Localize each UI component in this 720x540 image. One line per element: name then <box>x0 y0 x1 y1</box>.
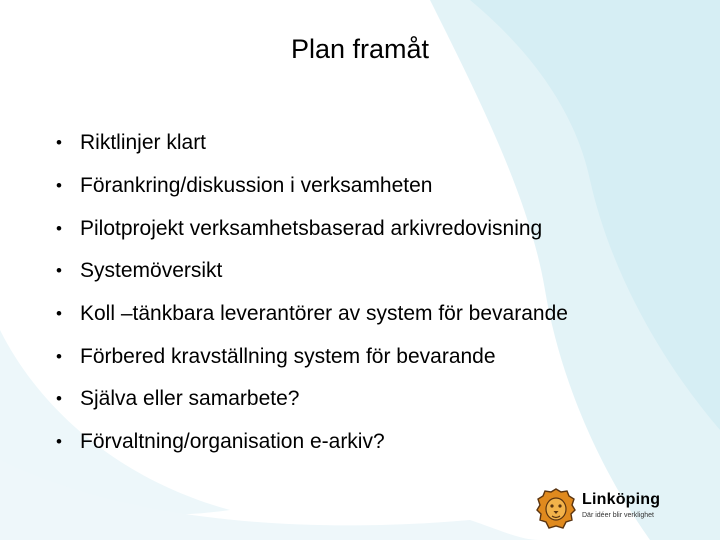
bullet-text: Förankring/diskussion i verksamheten <box>80 174 433 198</box>
bullet-item <box>56 165 568 208</box>
bullet-item <box>56 378 568 421</box>
lion-head-icon <box>536 488 576 530</box>
linkoping-logo <box>536 488 676 532</box>
bullet-text: Systemöversikt <box>80 259 223 283</box>
bullet-text: Pilotprojekt verksamhetsbaserad arkivredovisning <box>80 216 543 240</box>
bullet-marker: • <box>56 389 62 409</box>
bullet-marker: • <box>56 176 62 196</box>
bullet-text: Förvaltning/organisation e-arkiv? <box>80 430 385 454</box>
bullet-marker: • <box>56 432 62 452</box>
logo-tagline: Där idéer blir verklighet <box>582 512 654 519</box>
bullet-list <box>56 122 568 464</box>
bullet-item <box>56 207 568 250</box>
bullet-item <box>56 122 568 165</box>
logo-name: Linköping <box>582 491 661 508</box>
bullet-item <box>56 421 568 464</box>
bullet-marker: • <box>56 304 62 324</box>
bullet-marker: • <box>56 261 62 281</box>
slide-title: Plan framåt <box>290 34 430 64</box>
bullet-marker: • <box>56 133 62 153</box>
bullet-text: Själva eller samarbete? <box>80 387 300 411</box>
bullet-text: Förbered kravställning system för bevarande <box>80 344 496 368</box>
bullet-item <box>56 293 568 336</box>
bullet-item <box>56 250 568 293</box>
bullet-item <box>56 335 568 378</box>
bullet-marker: • <box>56 346 62 366</box>
bullet-text: Koll –tänkbara leverantörer av system för bevarande <box>80 302 568 326</box>
bullet-text: Riktlinjer klart <box>80 131 207 155</box>
bullet-marker: • <box>56 218 62 238</box>
